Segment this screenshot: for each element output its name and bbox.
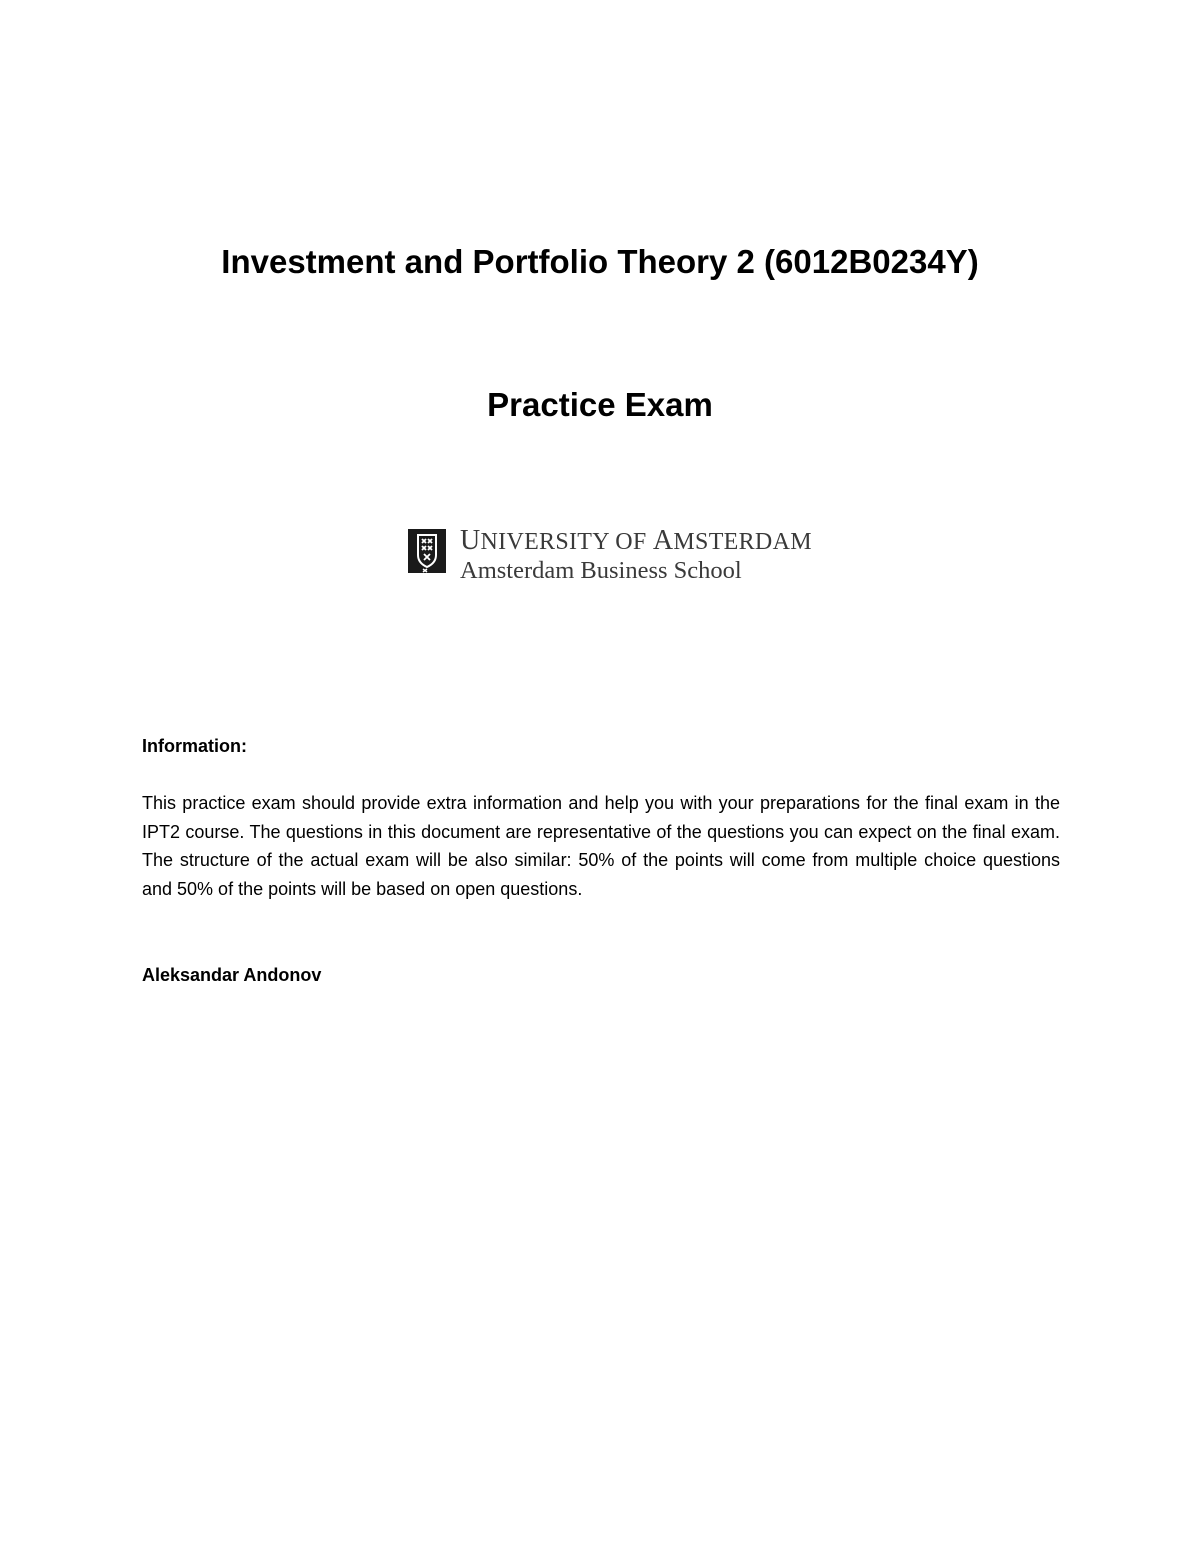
logo-school-name: Amsterdam Business School [460,557,742,584]
university-logo [408,525,812,589]
logo-university-name: UNIVERSITY OF AMSTERDAM [460,525,812,556]
uva-emblem-icon [408,529,446,573]
information-body: This practice exam should provide extra information and help you with your preparations for the final exam in the IPT2 course. The questions in this document are representative of the questions you can expect on the final exam. The structure of the actual exam will be also similar: 50% of the points will come from multiple choice questions and 50% of the points will be based on open questions. [142,793,1060,899]
document-subtitle: Practice Exam [487,386,713,423]
information-heading: Information: [142,736,247,756]
author-name: Aleksandar Andonov [142,965,322,985]
document-title: Investment and Portfolio Theory 2 (6012B0234Y) [221,243,979,280]
